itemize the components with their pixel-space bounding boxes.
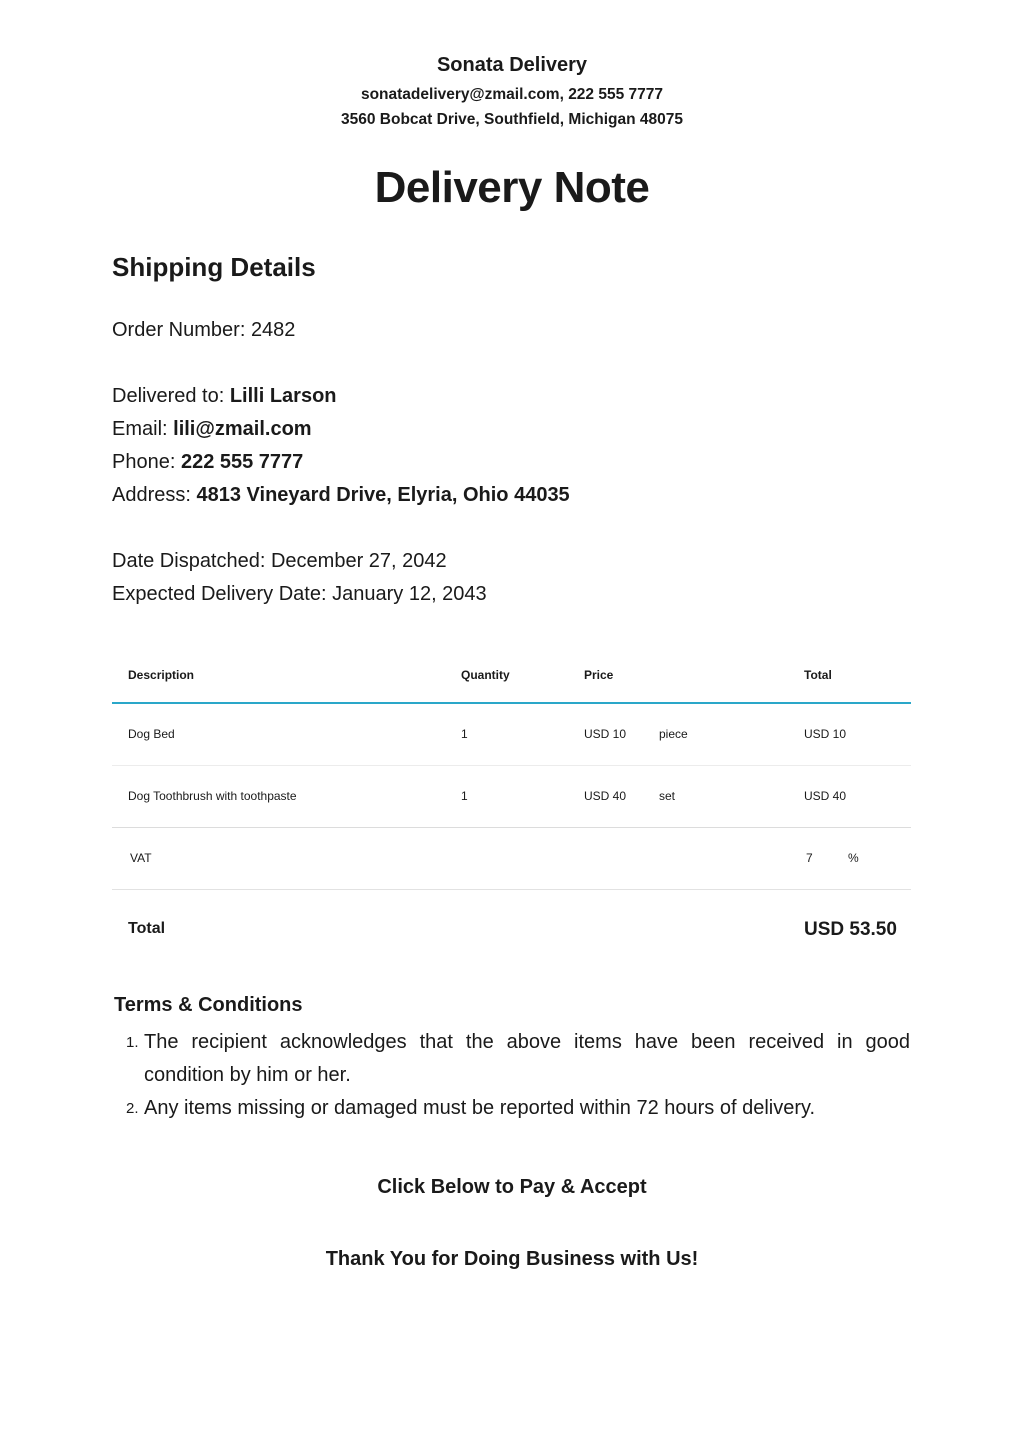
thank-you-text: Thank You for Doing Business with Us! (325, 1248, 699, 1270)
items-table (112, 650, 911, 970)
email-label: Email: (112, 418, 168, 440)
pay-and-accept-text: Click Below to Pay & Accept (377, 1176, 647, 1198)
address-value: 4813 Vineyard Drive, Elyria, Ohio 44035 (196, 484, 570, 506)
email-value: lili@zmail.com (173, 418, 312, 440)
address-label: Address: (112, 484, 191, 506)
item-total: USD 10 (804, 727, 847, 741)
table-row (112, 704, 911, 766)
column-header-total: Total (804, 668, 832, 682)
recipient-phone (112, 451, 303, 474)
item-unit: piece (659, 727, 688, 741)
order-number-label: Order Number: (112, 319, 246, 341)
item-unit: set (659, 789, 676, 803)
item-description: Dog Bed (128, 727, 175, 741)
date-dispatched-value: December 27, 2042 (270, 550, 447, 572)
delivered-to-label: Delivered to: (112, 385, 225, 407)
terms-list (112, 1026, 910, 1125)
company-address: 3560 Bobcat Drive, Southfield, Michigan 48075 (341, 111, 683, 128)
expected-delivery-date (112, 583, 487, 606)
vat-row (112, 827, 911, 890)
item-description: Dog Toothbrush with toothpaste (128, 789, 297, 803)
delivered-to-value: Lilli Larson (229, 385, 337, 407)
column-header-price: Price (584, 668, 614, 682)
company-name: Sonata Delivery (436, 54, 588, 76)
list-item (112, 1026, 910, 1092)
delivered-to (112, 385, 337, 408)
table-header (112, 650, 911, 704)
grand-total-row (112, 890, 911, 970)
date-dispatched (112, 550, 447, 573)
grand-total-label: Total (128, 920, 166, 937)
shipping-details-heading: Shipping Details (112, 252, 316, 282)
phone-value: 222 555 7777 (180, 451, 304, 473)
expected-delivery-label: Expected Delivery Date: (112, 583, 327, 605)
vat-label: VAT (130, 851, 152, 865)
company-contact: sonatadelivery@zmail.com, 222 555 7777 (360, 86, 664, 103)
item-quantity: 1 (461, 727, 468, 741)
term-number: 2. (126, 1100, 139, 1117)
vat-unit: % (848, 851, 859, 865)
item-price: USD 40 (584, 789, 627, 803)
phone-label: Phone: (112, 451, 176, 473)
expected-delivery-value: January 12, 2043 (332, 583, 487, 605)
order-number (112, 319, 295, 342)
terms-heading: Terms & Conditions (114, 994, 303, 1016)
column-header-description: Description (128, 668, 195, 682)
term-text: The recipient acknowledges that the above items have been received in good condition by him or her. (144, 1031, 910, 1086)
term-number: 1. (126, 1034, 139, 1051)
grand-total-value: USD 53.50 (804, 919, 897, 940)
order-number-value: 2482 (250, 319, 296, 341)
vat-value: 7 (806, 851, 813, 865)
item-price: USD 10 (584, 727, 627, 741)
recipient-address (112, 484, 570, 507)
column-header-quantity: Quantity (461, 668, 510, 682)
item-total: USD 40 (804, 789, 847, 803)
date-dispatched-label: Date Dispatched: (112, 550, 266, 572)
item-quantity: 1 (461, 789, 468, 803)
table-row (112, 766, 911, 827)
document-title: Delivery Note (374, 163, 650, 212)
recipient-email (112, 418, 312, 441)
term-text: Any items missing or damaged must be reported within 72 hours of delivery. (144, 1097, 816, 1119)
list-item (112, 1092, 910, 1125)
